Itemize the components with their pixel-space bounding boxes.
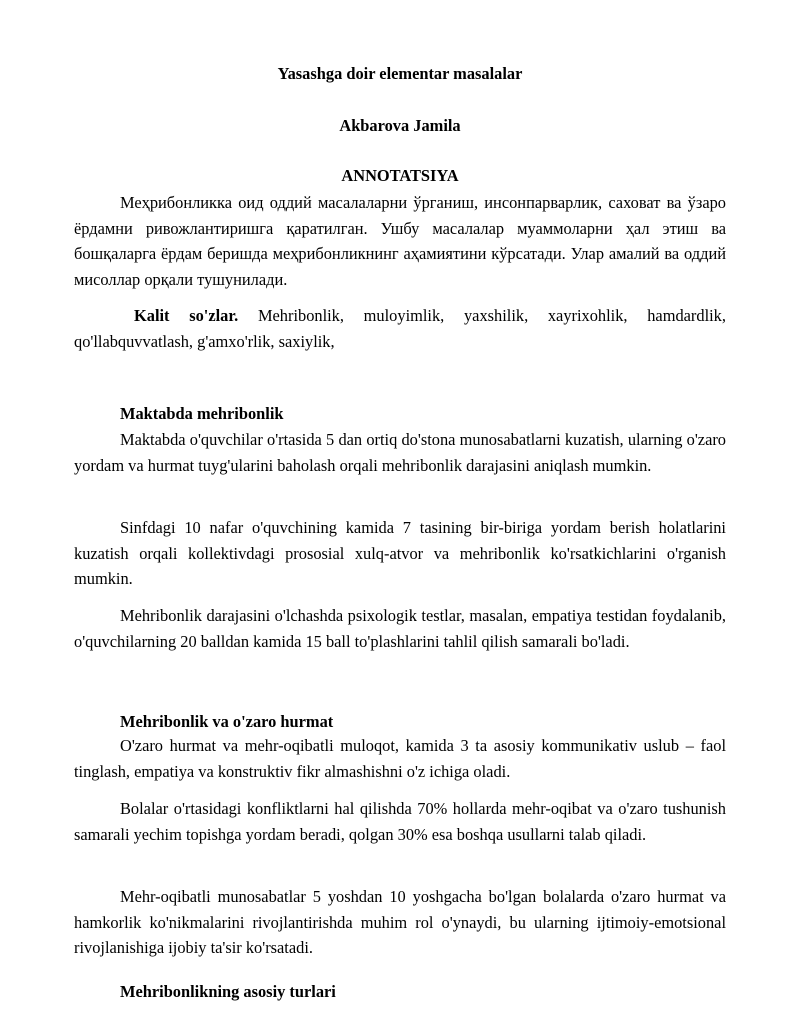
keywords-block (74, 303, 726, 354)
annotation-heading: ANNOTATSIYA (341, 166, 459, 185)
keywords-text: Mehribonlik, muloyimlik, yaxshilik, xayrixohlik, hamdardlik, qo'llabquvvatlash, g'amxo'rlik, saxiylik, (74, 306, 726, 351)
keywords-label: Kalit so'zlar. (134, 306, 239, 325)
annotation-block (74, 190, 726, 292)
section-paragraph (74, 515, 726, 592)
paragraph-text: Maktabda o'quvchilar o'rtasida 5 dan ortiq do'stona munosabatlarni kuzatish, ularning o'zaro yordam va hurmat tuyg'ularini baholash orqali mehribonlik darajasini aniqlash mumkin. (74, 430, 726, 475)
annotation-paragraph: Меҳрибонликка оид оддий масалаларни ўрганиш, инсонпарварлик, саховат ва ўзаро ёрдамни ривожлантиришга қаратилган. Ушбу масалалар муаммоларни ҳал этиш ва бошқаларга ёрдам беришда меҳрибонликнинг аҳамиятини кўрсатади. Улар амалий ва оддий мисоллар орқали тушунилади. (74, 193, 726, 289)
paragraph-text: Sinfdagi 10 nafar o'quvchining kamida 7 tasining bir-biriga yordam berish holatlarini kuzatish orqali kollektivdagi prososial xulq-atvor va mehribonlik ko'rsatkichlarini o'rganish mumkin. (74, 518, 726, 588)
paragraph-text: O'zaro hurmat va mehr-oqibatli muloqot, kamida 3 ta asosiy kommunikativ uslub – faol tinglash, empatiya va konstruktiv fikr almashishni o'z ichiga oladi. (74, 736, 726, 781)
section-paragraph (74, 796, 726, 847)
author-name: Akbarova Jamila (339, 116, 461, 135)
section-heading-types: Mehribonlikning asosiy turlari (120, 982, 336, 1001)
document-title: Yasashga doir elementar masalalar (277, 64, 523, 83)
paragraph-text: Mehr-oqibatli munosabatlar 5 yoshdan 10 yoshgacha bo'lgan bolalarda o'zaro hurmat va hamkorlik ko'nikmalarini rivojlantirishda muhim rol o'ynaydi, bu ularning ijtimoiy-emotsional rivojlanishiga ijobiy ta'sir ko'rsatadi. (74, 887, 726, 957)
keywords-paragraph (74, 303, 726, 354)
section-heading-school: Maktabda mehribonlik (120, 404, 284, 423)
section-paragraph (74, 733, 726, 784)
section-paragraph (74, 884, 726, 961)
paragraph-text: Bolalar o'rtasidagi konfliktlarni hal qilishda 70% hollarda mehr-oqibat va o'zaro tushunish samarali yechim topishga yordam beradi, qolgan 30% esa boshqa usullarni talab qiladi. (74, 799, 726, 844)
section-heading-respect: Mehribonlik va o'zaro hurmat (120, 712, 334, 731)
paragraph-text: Mehribonlik darajasini o'lchashda psixologik testlar, masalan, empatiya testidan foydalanib, o'quvchilarning 20 balldan kamida 15 ball to'plashlarini tahlil qilish samarali bo'ladi. (74, 606, 726, 651)
section-paragraph (74, 603, 726, 654)
section-paragraph (74, 427, 726, 478)
